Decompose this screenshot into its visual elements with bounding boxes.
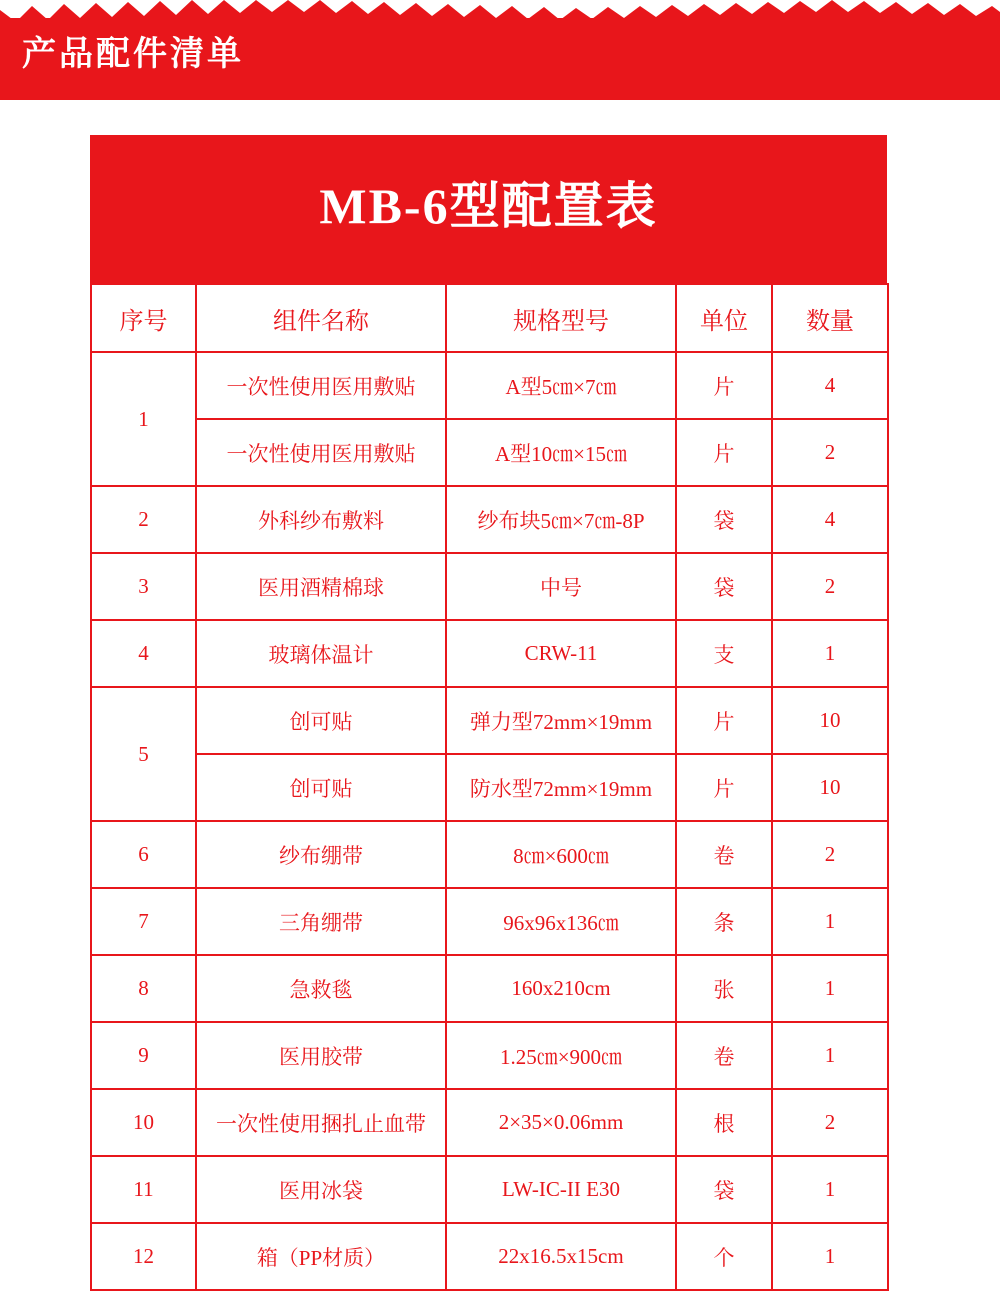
header-spec-model: 规格型号	[446, 284, 676, 352]
header-unit: 单位	[676, 284, 772, 352]
table-row	[91, 687, 888, 754]
banner-title: 产品配件清单	[22, 34, 244, 74]
cell-index: 1	[91, 352, 196, 486]
table-row	[91, 955, 888, 1022]
cell-component-name: 医用胶带	[196, 1022, 446, 1089]
cell-unit: 袋	[676, 486, 772, 553]
cell-component-name: 三角绷带	[196, 888, 446, 955]
cell-component-name: 急救毯	[196, 955, 446, 1022]
header-quantity: 数量	[772, 284, 888, 352]
cell-unit: 袋	[676, 1156, 772, 1223]
cell-spec-model: 中号	[446, 553, 676, 620]
cell-spec-model: A型10㎝×15㎝	[446, 419, 676, 486]
cell-spec-model: 160x210cm	[446, 955, 676, 1022]
cell-component-name: 纱布绷带	[196, 821, 446, 888]
cell-spec-model: A型5㎝×7㎝	[446, 352, 676, 419]
table-row	[91, 1156, 888, 1223]
cell-index: 7	[91, 888, 196, 955]
table-row	[91, 553, 888, 620]
cell-spec-model: 纱布块5㎝×7㎝-8P	[446, 486, 676, 553]
cell-unit: 片	[676, 687, 772, 754]
spec-card-header	[90, 135, 887, 283]
table-row	[91, 1223, 888, 1290]
cell-index: 12	[91, 1223, 196, 1290]
spec-table	[90, 283, 889, 1291]
header-component-name: 组件名称	[196, 284, 446, 352]
cell-unit: 卷	[676, 1022, 772, 1089]
cell-index: 3	[91, 553, 196, 620]
cell-spec-model: 防水型72mm×19mm	[446, 754, 676, 821]
cell-spec-model: 2×35×0.06mm	[446, 1089, 676, 1156]
cell-component-name: 玻璃体温计	[196, 620, 446, 687]
cell-unit: 根	[676, 1089, 772, 1156]
cell-component-name: 一次性使用捆扎止血带	[196, 1089, 446, 1156]
cell-spec-model: 1.25㎝×900㎝	[446, 1022, 676, 1089]
cell-unit: 袋	[676, 553, 772, 620]
table-row	[91, 620, 888, 687]
cell-quantity: 2	[772, 1089, 888, 1156]
cell-component-name: 医用冰袋	[196, 1156, 446, 1223]
cell-unit: 片	[676, 419, 772, 486]
table-row	[91, 486, 888, 553]
cell-component-name: 外科纱布敷料	[196, 486, 446, 553]
cell-spec-model: 8㎝×600㎝	[446, 821, 676, 888]
cell-index: 5	[91, 687, 196, 821]
table-row	[91, 754, 888, 821]
cell-component-name: 箱（PP材质）	[196, 1223, 446, 1290]
table-row	[91, 419, 888, 486]
cell-quantity: 1	[772, 620, 888, 687]
cell-spec-model: CRW-11	[446, 620, 676, 687]
cell-quantity: 10	[772, 687, 888, 754]
cell-unit: 张	[676, 955, 772, 1022]
cell-index: 6	[91, 821, 196, 888]
cell-component-name: 一次性使用医用敷贴	[196, 419, 446, 486]
table-row	[91, 1089, 888, 1156]
table-row	[91, 352, 888, 419]
cell-quantity: 4	[772, 352, 888, 419]
cell-quantity: 1	[772, 1022, 888, 1089]
cell-index: 11	[91, 1156, 196, 1223]
cell-unit: 片	[676, 754, 772, 821]
page-banner	[0, 0, 1000, 100]
cell-quantity: 10	[772, 754, 888, 821]
cell-quantity: 2	[772, 553, 888, 620]
cell-spec-model: 22x16.5x15cm	[446, 1223, 676, 1290]
cell-spec-model: LW-IC-II E30	[446, 1156, 676, 1223]
cell-component-name: 创可贴	[196, 754, 446, 821]
cell-index: 9	[91, 1022, 196, 1089]
cell-index: 2	[91, 486, 196, 553]
cell-index: 10	[91, 1089, 196, 1156]
cell-spec-model: 弹力型72mm×19mm	[446, 687, 676, 754]
cell-quantity: 2	[772, 821, 888, 888]
cell-quantity: 1	[772, 1223, 888, 1290]
cell-quantity: 1	[772, 1156, 888, 1223]
cell-quantity: 2	[772, 419, 888, 486]
table-header-row	[91, 284, 888, 352]
cell-spec-model: 96x96x136㎝	[446, 888, 676, 955]
cell-unit: 个	[676, 1223, 772, 1290]
cell-component-name: 创可贴	[196, 687, 446, 754]
cell-quantity: 1	[772, 888, 888, 955]
header-index: 序号	[91, 284, 196, 352]
cell-quantity: 1	[772, 955, 888, 1022]
cell-unit: 支	[676, 620, 772, 687]
cell-quantity: 4	[772, 486, 888, 553]
cell-index: 8	[91, 955, 196, 1022]
cell-component-name: 医用酒精棉球	[196, 553, 446, 620]
cell-index: 4	[91, 620, 196, 687]
table-row	[91, 888, 888, 955]
cell-component-name: 一次性使用医用敷贴	[196, 352, 446, 419]
cell-unit: 卷	[676, 821, 772, 888]
cell-unit: 条	[676, 888, 772, 955]
cell-unit: 片	[676, 352, 772, 419]
spec-card	[90, 135, 887, 1291]
table-row	[91, 821, 888, 888]
spec-table-title: MB-6型配置表	[319, 178, 658, 234]
table-row	[91, 1022, 888, 1089]
